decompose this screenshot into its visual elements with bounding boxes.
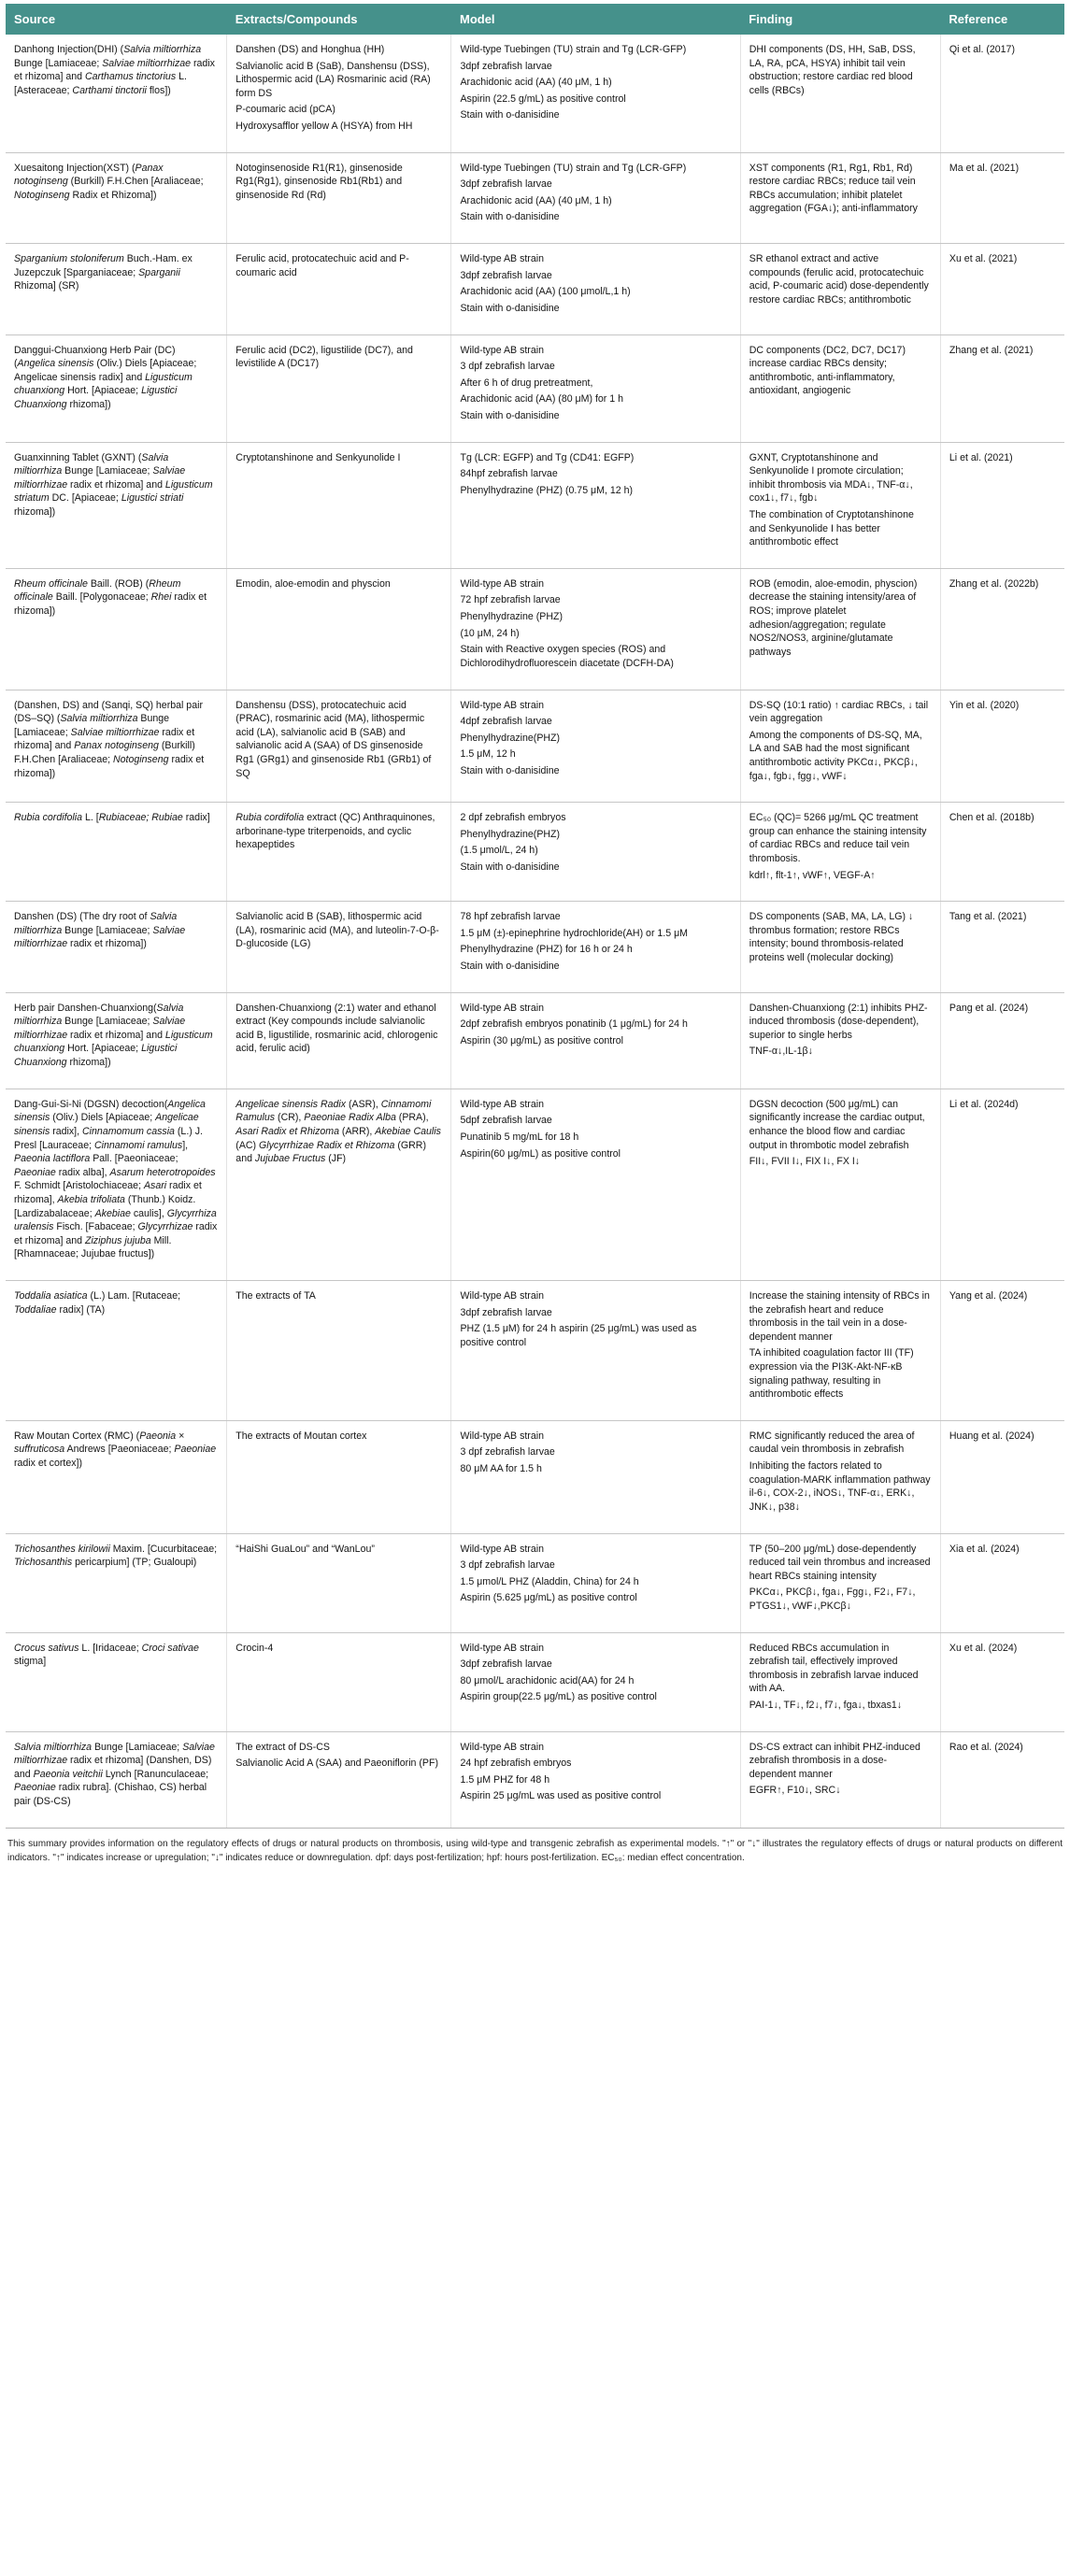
cell-line: 1.5 μmol/L PHZ (Aladdin, China) for 24 h	[460, 1575, 639, 1587]
cell-line: Sparganium stoloniferum Buch.-Ham. ex Juzepczuk [Sparganiaceae; Sparganii Rhizoma] (SR)	[14, 253, 193, 292]
cell-finding	[740, 334, 940, 442]
cell-line: Reduced RBCs accumulation in zebrafish tail, effectively improved thrombosis in zebrafish larvae induced with AA.	[749, 1642, 919, 1695]
table-row	[6, 1731, 1064, 1828]
cell-model	[451, 244, 740, 334]
cell-line: Crocus sativus L. [Iridaceae; Croci sativae stigma]	[14, 1642, 199, 1668]
column-header-reference: Reference	[940, 4, 1064, 35]
cell-line: Wild-type AB strain	[460, 1430, 544, 1442]
cell-line: Danhong Injection(DHI) (Salvia miltiorrhiza Bunge [Lamiaceae; Salviae miltiorrhizae radix et rhizoma] and Carthamus tinctorius L. [Asteraceae; Carthami tinctorii flos])	[14, 44, 215, 96]
table-row	[6, 334, 1064, 442]
cell-finding	[740, 1281, 940, 1421]
cell-line: Aspirin (5.625 μg/mL) as positive control	[460, 1592, 637, 1604]
table-row	[6, 35, 1064, 152]
cell-line: TA inhibited coagulation factor III (TF) expression via the PI3K-Akt-NF-κB signaling pathway, resulting in antithrombotic effects	[749, 1347, 914, 1401]
cell-line: Emodin, aloe-emodin and physcion	[235, 577, 391, 590]
cell-line: DHI components (DS, HH, SaB, DSS, LA, RA, pCA, HSYA) inhibit tail vein obstruction; restore cardiac red blood cells (RBCs)	[749, 44, 916, 96]
cell-line: ROB (emodin, aloe-emodin, physcion) decrease the staining intensity/area of ROS; improve platelet adhesion/aggregation; regulate NOS2/NOS3, arginine/glutamate pathways	[749, 577, 918, 658]
cell-reference	[940, 1731, 1064, 1828]
cell-source	[6, 1420, 227, 1533]
cell-reference	[940, 1632, 1064, 1731]
cell-line: Danshen (DS) (The dry root of Salvia miltiorrhiza Bunge [Lamiaceae; Salviae miltiorrhizae radix et rhizoma])	[14, 911, 186, 950]
cell-line: “HaiShi GuaLou” and “WanLou”	[235, 1543, 375, 1555]
cell-line: EGFR↑, F10↓, SRC↓	[749, 1785, 841, 1797]
cell-line: Wild-type AB strain	[460, 1543, 544, 1555]
cell-line: Rubia cordifolia L. [Rubiaceae; Rubiae radix]	[14, 812, 210, 824]
cell-line: Zhang et al. (2021)	[949, 344, 1034, 356]
cell-line: Li et al. (2021)	[949, 451, 1013, 463]
table-row	[6, 244, 1064, 334]
cell-line: 3 dpf zebrafish larvae	[460, 1446, 555, 1459]
cell-line: 2 dpf zebrafish embryos	[460, 812, 566, 824]
cell-model	[451, 1420, 740, 1533]
cell-line: 80 μM AA for 1.5 h	[460, 1463, 542, 1475]
cell-extracts	[227, 1731, 451, 1828]
cell-line: Wild-type AB strain	[460, 577, 544, 590]
cell-line: Phenylhydrazine(PHZ)	[460, 828, 561, 840]
cell-line: TP (50–200 μg/mL) dose-dependently reduced tail vein thrombus and increased heart RBCs staining intensity	[749, 1543, 931, 1582]
cell-line: 2dpf zebrafish embryos ponatinib (1 μg/mL) for 24 h	[460, 1018, 688, 1031]
cell-extracts	[227, 1089, 451, 1280]
cell-line: Aspirin(60 μg/mL) as positive control	[460, 1147, 621, 1160]
cell-line: Xu et al. (2021)	[949, 253, 1018, 265]
cell-line: (Danshen, DS) and (Sanqi, SQ) herbal pair (DS–SQ) (Salvia miltiorrhiza Bunge [Lamiaceae; Salviae miltiorrhizae radix et rhizoma] and Panax notoginseng (Burkill) F.H.Chen [Araliaceae; Notoginseng radix et rhizoma])	[14, 699, 205, 779]
cell-line: DS components (SAB, MA, LA, LG) ↓ thrombus formation; restore RBCs intensity; bound thrombosis-related proteins well (molecular docking)	[749, 911, 914, 964]
cell-source	[6, 1281, 227, 1421]
cell-line: Danshen-Chuanxiong (2:1) water and ethanol extract (Key compounds include salvianolic acid B, ligustilide, rosmarinic acid, chlorogenic acid, ferulic acid)	[235, 1002, 438, 1055]
cell-line: Arachidonic acid (AA) (100 μmol/L,1 h)	[460, 286, 631, 298]
column-header-finding: Finding	[740, 4, 940, 35]
cell-model	[451, 1533, 740, 1632]
cell-line: Wild-type AB strain	[460, 344, 544, 356]
cell-line: Danshensu (DSS), protocatechuic acid (PRAC), rosmarinic acid (MA), lithospermic acid (LA), salvianolic acid B (SAB) and salvianolic acid A (SAA) of DS ginsenoside Rg1 (GRg1) and ginsenoside Rb1 (GRb1) of SQ	[235, 699, 432, 779]
column-header-model: Model	[451, 4, 740, 35]
cell-source	[6, 152, 227, 243]
cell-extracts	[227, 690, 451, 803]
cell-source	[6, 803, 227, 902]
cell-line: Dang-Gui-Si-Ni (DGSN) decoction(Angelica sinensis (Oliv.) Diels [Apiaceae; Angelicae sinensis radix], Cinnamomum cassia (L.) J. Presl [Lauraceae; Cinnamomi ramulus], Paeonia lactiflora Pall. [Paeoniaceae; Paeoniae radix alba], Asarum heterotropoides F. Schmidt [Aristolochiaceae; Asari radix et rhizoma], Akebia trifoliata (Thunb.) Koidz. [Lardizabalaceae; Akebiae caulis], Glycyrrhiza uralensis Fisch. [Fabaceae; Glycyrrhizae radix et rhizoma] and Ziziphus jujuba Mill. [Rhamnaceae; Jujubae fructus])	[14, 1098, 218, 1260]
header-row	[6, 4, 1064, 35]
cell-line: 3dpf zebrafish larvae	[460, 1306, 552, 1318]
cell-line: Herb pair Danshen-Chuanxiong(Salvia miltiorrhiza Bunge [Lamiaceae; Salviae miltiorrhizae radix et rhizoma] and Ligusticum chuanxiong Hort. [Apiaceae; Ligustici Chuanxiong rhizoma])	[14, 1002, 213, 1069]
cell-model	[451, 803, 740, 902]
cell-line: DS-SQ (10:1 ratio) ↑ cardiac RBCs, ↓ tail vein aggregation	[749, 699, 929, 725]
table-body	[6, 35, 1064, 1828]
cell-line: Wild-type AB strain	[460, 1642, 544, 1654]
cell-line: 3 dpf zebrafish larvae	[460, 361, 555, 373]
cell-line: Rubia cordifolia extract (QC) Anthraquinones, arborinane-type triterpenoids, and cyclic hexapeptides	[235, 812, 435, 851]
cell-source	[6, 334, 227, 442]
cell-extracts	[227, 244, 451, 334]
cell-line: 1.5 μM (±)-epinephrine hydrochloride(AH) or 1.5 μM	[460, 927, 689, 939]
cell-line: PKCα↓, PKCβ↓, fga↓, Fgg↓, F2↓, F7↓, PTGS1↓, vWF↓,PKCβ↓	[749, 1587, 916, 1612]
cell-line: After 6 h of drug pretreatment,	[460, 377, 593, 389]
cell-line: Aspirin 25 μg/mL was used as positive control	[460, 1790, 662, 1802]
cell-line: DS-CS extract can inhibit PHZ-induced zebrafish thrombosis in a dose-dependent manner	[749, 1741, 920, 1780]
cell-line: 24 hpf zebrafish embryos	[460, 1758, 572, 1770]
cell-line: Salvianolic acid B (SAB), lithospermic acid (LA), rosmarinic acid (MA), and luteolin-7-O-β-D-glucoside (LG)	[235, 911, 439, 950]
cell-model	[451, 334, 740, 442]
cell-line: Li et al. (2024d)	[949, 1098, 1019, 1110]
cell-model	[451, 1089, 740, 1280]
cell-line: Salvia miltiorrhiza Bunge [Lamiaceae; Salviae miltiorrhizae radix et rhizoma] (Danshen, DS) and Paeonia veitchii Lynch [Ranunculaceae; Paeoniae radix rubra]. (Chishao, CS) herbal pair (DS-CS)	[14, 1741, 215, 1808]
cell-reference	[940, 1420, 1064, 1533]
cell-reference	[940, 35, 1064, 152]
cell-finding	[740, 992, 940, 1089]
cell-line: The combination of Cryptotanshinone and Senkyunolide I has better antithrombotic effect	[749, 509, 914, 548]
cell-finding	[740, 1731, 940, 1828]
cell-reference	[940, 992, 1064, 1089]
column-header-source: Source	[6, 4, 227, 35]
cell-line: (1.5 μmol/L, 24 h)	[460, 845, 538, 857]
cell-line: 3dpf zebrafish larvae	[460, 269, 552, 281]
table-row	[6, 690, 1064, 803]
cell-finding	[740, 902, 940, 992]
cell-finding	[740, 1089, 940, 1280]
cell-line: Danggui-Chuanxiong Herb Pair (DC) (Angelica sinensis (Oliv.) Diels [Apiaceae; Angelicae sinensis radix] and Ligusticum chuanxiong Hort. [Apiaceae; Ligustici Chuanxiong rhizoma])	[14, 344, 197, 410]
cell-extracts	[227, 152, 451, 243]
cell-reference	[940, 1089, 1064, 1280]
cell-source	[6, 442, 227, 568]
cell-line: Aspirin (30 μg/mL) as positive control	[460, 1034, 623, 1046]
cell-model	[451, 152, 740, 243]
cell-line: Hydroxysafflor yellow A (HSYA) from HH	[235, 121, 413, 133]
table-row	[6, 992, 1064, 1089]
cell-line: Rheum officinale Baill. (ROB) (Rheum officinale Baill. [Polygonaceae; Rhei radix et rhizoma])	[14, 577, 207, 618]
cell-finding	[740, 568, 940, 690]
cell-source	[6, 992, 227, 1089]
table-row	[6, 1420, 1064, 1533]
cell-line: Qi et al. (2017)	[949, 44, 1015, 55]
cell-line: Xu et al. (2024)	[949, 1642, 1018, 1654]
cell-extracts	[227, 35, 451, 152]
cell-source	[6, 1533, 227, 1632]
cell-line: Stain with o-danisidine	[460, 302, 560, 314]
cell-model	[451, 902, 740, 992]
cell-line: Wild-type Tuebingen (TU) strain and Tg (LCR-GFP)	[460, 162, 687, 174]
cell-line: Stain with Reactive oxygen species (ROS) and Dichlorodihydrofluorescein diacetate (DCFH-DA)	[460, 644, 674, 669]
cell-line: Punatinib 5 mg/mL for 18 h	[460, 1131, 579, 1143]
cell-source	[6, 244, 227, 334]
table-row	[6, 902, 1064, 992]
cell-finding	[740, 152, 940, 243]
table-row	[6, 152, 1064, 243]
cell-line: Tg (LCR: EGFP) and Tg (CD41: EGFP)	[460, 451, 635, 463]
cell-line: Stain with o-danisidine	[460, 861, 560, 873]
cell-line: Yang et al. (2024)	[949, 1290, 1028, 1302]
cell-extracts	[227, 1632, 451, 1731]
cell-line: Wild-type Tuebingen (TU) strain and Tg (LCR-GFP)	[460, 44, 687, 55]
cell-source	[6, 568, 227, 690]
cell-line: The extract of DS-CS	[235, 1741, 330, 1753]
cell-line: Toddalia asiatica (L.) Lam. [Rutaceae; Toddaliae radix] (TA)	[14, 1290, 181, 1316]
cell-reference	[940, 334, 1064, 442]
cell-extracts	[227, 1281, 451, 1421]
cell-line: Stain with o-danisidine	[460, 961, 560, 973]
cell-model	[451, 568, 740, 690]
cell-line: 1.5 μM, 12 h	[460, 748, 516, 761]
cell-line: Tang et al. (2021)	[949, 911, 1027, 923]
cell-extracts	[227, 568, 451, 690]
cell-line: Trichosanthes kirilowii Maxim. [Cucurbitaceae; Trichosanthis pericarpium] (TP; Gualoupi)	[14, 1543, 218, 1569]
cell-line: Stain with o-danisidine	[460, 109, 560, 121]
table-row	[6, 1089, 1064, 1280]
cell-line: Ferulic acid (DC2), ligustilide (DC7), and levistilide A (DC17)	[235, 344, 413, 370]
cell-reference	[940, 1281, 1064, 1421]
cell-line: 84hpf zebrafish larvae	[460, 468, 558, 480]
cell-finding	[740, 35, 940, 152]
cell-line: Aspirin (22.5 g/mL) as positive control	[460, 93, 626, 105]
cell-line: 3dpf zebrafish larvae	[460, 1658, 552, 1671]
cell-line: Wild-type AB strain	[460, 699, 544, 711]
cell-source	[6, 690, 227, 803]
cell-reference	[940, 1533, 1064, 1632]
cell-reference	[940, 244, 1064, 334]
cell-extracts	[227, 992, 451, 1089]
cell-line: EC₅₀ (QC)= 5266 μg/mL QC treatment group can enhance the staining intensity of cardiac RBCs and reduce tail vein thrombosis.	[749, 812, 927, 864]
cell-finding	[740, 244, 940, 334]
cell-line: 3dpf zebrafish larvae	[460, 60, 552, 72]
cell-line: PAI-1↓, TF↓, f2↓, f7↓, fga↓, tbxas1↓	[749, 1700, 903, 1712]
cell-model	[451, 1632, 740, 1731]
cell-line: Ferulic acid, protocatechuic acid and P-coumaric acid	[235, 253, 409, 278]
table-footnote: This summary provides information on the regulatory effects of drugs or natural products on thrombosis, using wild-type and transgenic zebrafish as experimental models. "↑" or "↓" illustrates the regulatory effects of drugs or natural products on different indicators. "↑" indicates increase or upregulation; "↓" indicates reduce or downregulation. dpf: days post-fertilization; hpf: hours post-fertilization. EC₅₀: median effect concentration.	[7, 1838, 1063, 1863]
cell-line: Arachidonic acid (AA) (80 μM) for 1 h	[460, 393, 623, 406]
cell-line: Xia et al. (2024)	[949, 1543, 1020, 1555]
cell-line: RMC significantly reduced the area of caudal vein thrombosis in zebrafish	[749, 1430, 915, 1456]
cell-line: kdrl↑, flt-1↑, vWF↑, VEGF-A↑	[749, 869, 876, 881]
table-row	[6, 1533, 1064, 1632]
cell-model	[451, 442, 740, 568]
table-row	[6, 803, 1064, 902]
cell-extracts	[227, 1420, 451, 1533]
cell-finding	[740, 1533, 940, 1632]
cell-line: Increase the staining intensity of RBCs in the zebrafish heart and reduce thrombosis in the tail vein in a dose-dependent manner	[749, 1290, 930, 1343]
cell-line: Xuesaitong Injection(XST) (Panax notoginseng (Burkill) F.H.Chen [Araliaceae; Notoginseng Radix et Rhizoma])	[14, 162, 204, 201]
cell-line: Arachidonic acid (AA) (40 μM, 1 h)	[460, 77, 612, 89]
cell-line: Stain with o-danisidine	[460, 764, 560, 776]
cell-line: 72 hpf zebrafish larvae	[460, 594, 561, 606]
cell-line: Inhibiting the factors related to coagulation-MARK inflammation pathway il-6↓, COX-2↓, iNOS↓, TNF-α↓, ERK↓, JNK↓, p38↓	[749, 1460, 931, 1513]
cell-source	[6, 1731, 227, 1828]
cell-line: Angelicae sinensis Radix (ASR), Cinnamomi Ramulus (CR), Paeoniae Radix Alba (PRA), Asari Radix et Rhizoma (ARR), Akebiae Caulis (AC) Glycyrrhizae Radix et Rhizoma (GRR) and Jujubae Fructus (JF)	[235, 1098, 441, 1165]
cell-line: Salvianolic Acid A (SAA) and Paeoniflorin (PF)	[235, 1758, 438, 1770]
cell-line: 5dpf zebrafish larvae	[460, 1115, 552, 1127]
cell-line: Ma et al. (2021)	[949, 162, 1020, 174]
cell-line: DC components (DC2, DC7, DC17) increase cardiac RBCs density; antithrombotic, anti-inflammatory, antioxidant, angiogenic	[749, 344, 906, 397]
column-header-extracts-compounds: Extracts/Compounds	[227, 4, 451, 35]
cell-model	[451, 1281, 740, 1421]
cell-finding	[740, 803, 940, 902]
cell-line: Wild-type AB strain	[460, 1002, 544, 1014]
table-row	[6, 442, 1064, 568]
cell-line: Salvianolic acid B (SaB), Danshensu (DSS), Lithospermic acid (LA) Rosmarinic acid (RA) form DS	[235, 60, 431, 99]
cell-line: Stain with o-danisidine	[460, 409, 560, 421]
cell-line: SR ethanol extract and active compounds (ferulic acid, protocatechuic acid, P-coumaric acid) dose-dependently restore cardiac RBCs; antithrombotic	[749, 253, 929, 306]
cell-extracts	[227, 1533, 451, 1632]
cell-line: TNF-α↓,IL-1β↓	[749, 1046, 813, 1058]
cell-line: Chen et al. (2018b)	[949, 812, 1034, 824]
cell-line: The extracts of Moutan cortex	[235, 1430, 367, 1442]
cell-line: Wild-type AB strain	[460, 1290, 544, 1302]
cell-extracts	[227, 803, 451, 902]
cell-finding	[740, 1632, 940, 1731]
cell-extracts	[227, 334, 451, 442]
cell-line: Rao et al. (2024)	[949, 1741, 1023, 1753]
cell-line: P-coumaric acid (pCA)	[235, 104, 335, 116]
cell-extracts	[227, 442, 451, 568]
cell-model	[451, 690, 740, 803]
cell-line: PHZ (1.5 μM) for 24 h aspirin (25 μg/mL) was used as positive control	[460, 1323, 697, 1348]
cell-line: DGSN decoction (500 μg/mL) can significantly increase the cardiac output, enhance the blood flow and cardiac output in thrombotic model zebrafish	[749, 1098, 925, 1151]
cell-line: 1.5 μM PHZ for 48 h	[460, 1773, 550, 1786]
summary-table	[6, 4, 1064, 1829]
cell-line: Wild-type AB strain	[460, 253, 544, 265]
cell-line: 3 dpf zebrafish larvae	[460, 1559, 555, 1572]
cell-line: Among the components of DS-SQ, MA, LA and SAB had the most significant antithrombotic activity PKCα↓, PKCβ↓, fga↓, fgb↓, fgg↓, vWF↓	[749, 729, 922, 782]
cell-reference	[940, 442, 1064, 568]
cell-line: Phenylhydrazine (PHZ)	[460, 611, 563, 623]
cell-line: FII↓, FVII I↓, FIX I↓, FX I↓	[749, 1156, 861, 1168]
table-header	[6, 4, 1064, 35]
cell-finding	[740, 1420, 940, 1533]
cell-model	[451, 35, 740, 152]
cell-finding	[740, 442, 940, 568]
cell-line: Danshen (DS) and Honghua (HH)	[235, 44, 385, 55]
cell-line: Pang et al. (2024)	[949, 1002, 1029, 1014]
cell-line: Cryptotanshinone and Senkyunolide I	[235, 451, 401, 463]
cell-line: Wild-type AB strain	[460, 1741, 544, 1753]
cell-line: Phenylhydrazine (PHZ) (0.75 μM, 12 h)	[460, 484, 633, 496]
cell-line: 4dpf zebrafish larvae	[460, 716, 552, 728]
cell-model	[451, 1731, 740, 1828]
cell-line: Aspirin group(22.5 μg/mL) as positive control	[460, 1691, 657, 1703]
cell-line: Guanxinning Tablet (GXNT) (Salvia miltiorrhiza Bunge [Lamiaceae; Salviae miltiorrhizae radix et rhizoma] and Ligusticum striatum DC. [Apiaceae; Ligustici striati rhizoma])	[14, 451, 213, 519]
cell-line: Arachidonic acid (AA) (40 μM, 1 h)	[460, 194, 612, 206]
cell-source	[6, 1089, 227, 1280]
cell-line: Phenylhydrazine (PHZ) for 16 h or 24 h	[460, 944, 633, 956]
cell-line: Wild-type AB strain	[460, 1098, 544, 1110]
cell-reference	[940, 803, 1064, 902]
cell-line: Phenylhydrazine(PHZ)	[460, 732, 561, 744]
cell-line: Huang et al. (2024)	[949, 1430, 1034, 1442]
table-row	[6, 568, 1064, 690]
cell-line: 78 hpf zebrafish larvae	[460, 911, 561, 923]
cell-line: 3dpf zebrafish larvae	[460, 178, 552, 191]
cell-line: Stain with o-danisidine	[460, 211, 560, 223]
cell-line: GXNT, Cryptotanshinone and Senkyunolide I promote circulation; inhibit thrombosis via MDA↓, TNF-α↓, cox1↓, f7↓, fgb↓	[749, 451, 913, 505]
table-row	[6, 1632, 1064, 1731]
cell-source	[6, 1632, 227, 1731]
cell-line: Yin et al. (2020)	[949, 699, 1020, 711]
cell-line: Zhang et al. (2022b)	[949, 577, 1039, 590]
cell-line: Raw Moutan Cortex (RMC) (Paeonia × suffruticosa Andrews [Paeoniaceae; Paeoniae radix et cortex])	[14, 1430, 217, 1470]
cell-line: XST components (R1, Rg1, Rb1, Rd) restore cardiac RBCs; reduce tail vein RBCs accumulation; inhibit platelet aggregation (FGA↓); anti-inflammatory	[749, 162, 918, 215]
cell-extracts	[227, 902, 451, 992]
cell-line: The extracts of TA	[235, 1290, 316, 1302]
cell-line: Danshen-Chuanxiong (2:1) inhibits PHZ-induced thrombosis (dose-dependent), superior to single herbs	[749, 1002, 928, 1041]
cell-source	[6, 902, 227, 992]
cell-model	[451, 992, 740, 1089]
cell-line: Crocin-4	[235, 1642, 274, 1654]
cell-reference	[940, 690, 1064, 803]
cell-reference	[940, 902, 1064, 992]
cell-line: Notoginsenoside R1(R1), ginsenoside Rg1(Rg1), ginsenoside Rb1(Rb1) and ginsenoside Rd (Rd)	[235, 162, 403, 201]
cell-line: (10 μM, 24 h)	[460, 627, 520, 639]
table-row	[6, 1281, 1064, 1421]
cell-reference	[940, 568, 1064, 690]
cell-finding	[740, 690, 940, 803]
cell-reference	[940, 152, 1064, 243]
cell-source	[6, 35, 227, 152]
cell-line: 80 μmol/L arachidonic acid(AA) for 24 h	[460, 1674, 635, 1686]
